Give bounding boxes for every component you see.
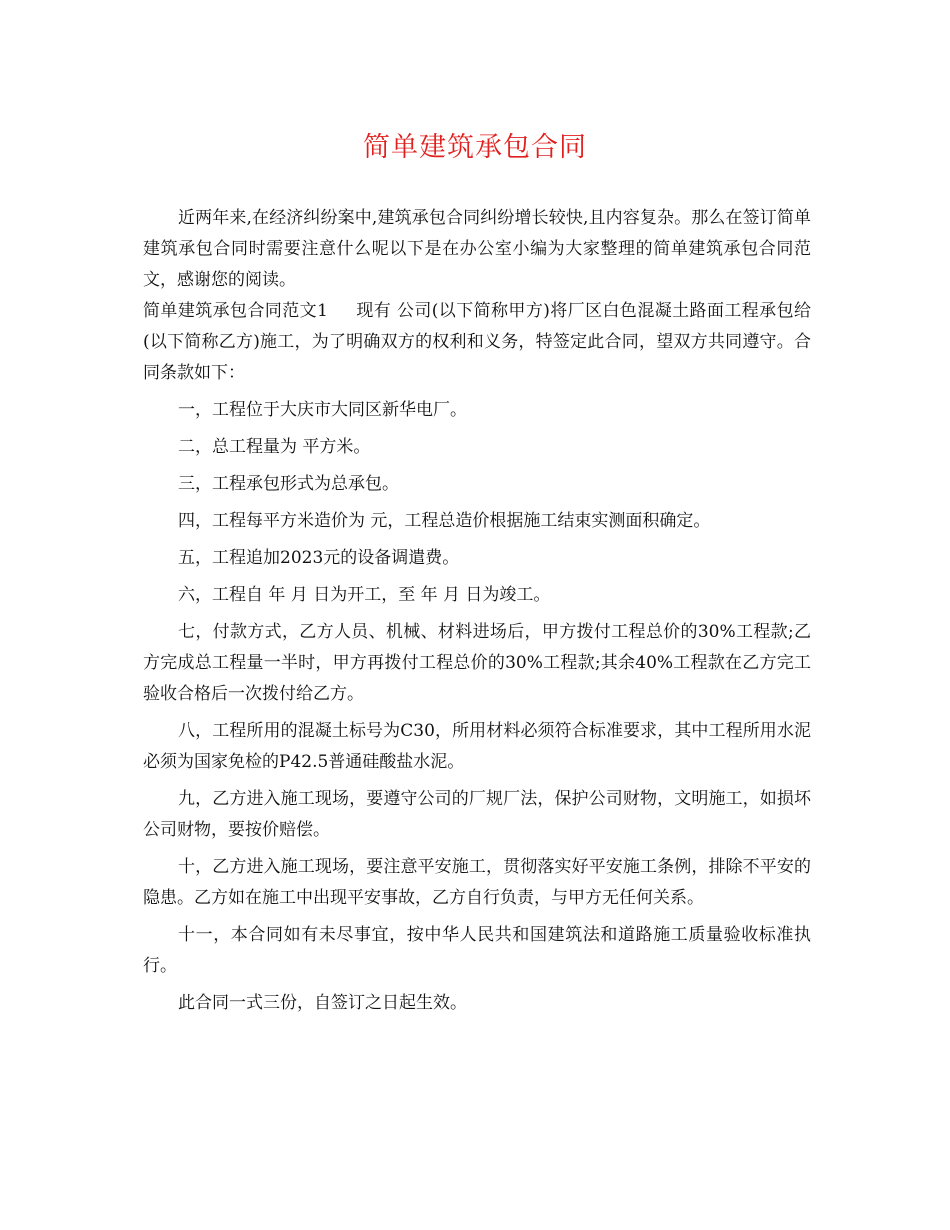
document-title: 简单建筑承包合同 xyxy=(363,132,587,163)
clause-3: 三，工程承包形式为总承包。 xyxy=(178,474,399,494)
clause-10: 十，乙方进入施工现场，要注意平安施工，贯彻落实好平安施工条例，排除不平安的隐患。乙方如在施工中出现平安事故，乙方自行负责，与甲方无任何关系。 xyxy=(143,857,811,908)
sample-paragraph xyxy=(143,296,811,389)
clause-11: 十一，本合同如有未尽事宜，按中华人民共和国建筑法和道路施工质量验收标准执行。 xyxy=(143,925,811,976)
clause-6: 六，工程自 年 月 日为开工，至 年 月 日为竣工。 xyxy=(178,585,551,605)
clause-1: 一，工程位于大庆市大同区新华电厂。 xyxy=(178,400,467,420)
clause-4: 四，工程每平方米造价为 元，工程总造价根据施工结束实测面积确定。 xyxy=(178,511,711,531)
closing-clause: 此合同一式三份，自签订之日起生效。 xyxy=(178,993,467,1013)
sample-opening: 现有 公司(以下简称甲方)将厂区白色混凝土路面工程承包给 (以下简称乙方)施工，为了明确双方的权利和义务，特签定此合同，望双方共同遵守。合同条款如下： xyxy=(143,301,811,383)
clause-2: 二，总工程量为 平方米。 xyxy=(178,437,371,457)
clause-8: 八，工程所用的混凝土标号为C30，所用材料必须符合标准要求，其中工程所用水泥必须为国家免检的P42.5普通硅酸盐水泥。 xyxy=(143,721,811,772)
clause-5: 五，工程追加2023元的设备调遣费。 xyxy=(178,548,460,568)
sample-heading: 简单建筑承包合同范文1 xyxy=(143,301,328,321)
clause-9: 九，乙方进入施工现场，要遵守公司的厂规厂法，保护公司财物，文明施工，如损坏公司财物，要按价赔偿。 xyxy=(143,789,811,840)
clause-7: 七，付款方式，乙方人员、机械、材料进场后，甲方拨付工程总价的30%工程款;乙方完成总工程量一半时，甲方再拨付工程总价的30%工程款;其余40%工程款在乙方完工验收合格后一次拨付给乙方。 xyxy=(143,622,811,704)
document-body xyxy=(143,203,811,1019)
intro-paragraph: 近两年来,在经济纠纷案中,建筑承包合同纠纷增长较快,且内容复杂。那么在签订简单建筑承包合同时需要注意什么呢以下是在办公室小编为大家整理的简单建筑承包合同范文，感谢您的阅读。 xyxy=(143,208,811,290)
